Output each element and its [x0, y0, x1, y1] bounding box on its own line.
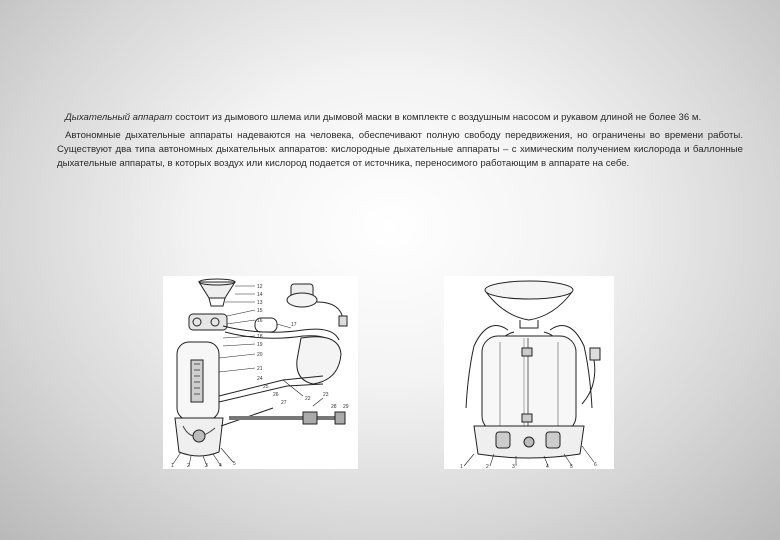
callout-label: 25 [263, 384, 269, 390]
callout-label: 17 [291, 322, 297, 328]
apparatus-front-view-svg [444, 276, 614, 469]
callout-label: 23 [323, 392, 329, 398]
callout-label: 18 [257, 334, 263, 340]
callout-label: 3 [512, 464, 515, 469]
callout-label: 27 [281, 400, 287, 406]
slide-text-block [57, 111, 743, 175]
callout-label: 20 [257, 352, 263, 358]
term-breathing-apparatus: Дыхательный аппарат [65, 112, 173, 123]
callout-label: 1 [460, 464, 463, 469]
callout-label: 4 [219, 463, 222, 469]
callout-label: 29 [343, 404, 349, 410]
apparatus-front-view-drawing [444, 276, 614, 469]
callout-label: 5 [570, 464, 573, 469]
callout-label: 6 [594, 462, 597, 468]
apparatus-side-view-svg [163, 276, 358, 469]
paragraph-autonomous-apparatus: Автономные дыхательные аппараты надеваются на человека, обеспечивают полную свободу передвижения, но ограничены во времени работы. Существуют два типа автономных дыхательных аппаратов: кислородные дыхательные аппараты – с химическим получением кислорода и баллонные дыхательные аппараты, в которых воздух или кислород подается от источника, переносимого работающим в аппарате на себе. [57, 130, 743, 169]
callout-label: 19 [257, 342, 263, 348]
apparatus-side-view-drawing [163, 276, 358, 469]
callout-label: 1 [171, 463, 174, 469]
callout-label: 14 [257, 292, 263, 298]
callout-label: 16 [257, 318, 263, 324]
callout-label: 4 [546, 464, 549, 469]
callout-label: 24 [257, 376, 263, 382]
callout-label: 5 [233, 461, 236, 467]
callout-label: 21 [257, 366, 263, 372]
callout-label: 13 [257, 300, 263, 306]
callout-label: 2 [187, 463, 190, 469]
callout-label: 28 [331, 404, 337, 410]
callout-label: 26 [273, 392, 279, 398]
paragraph-breathing-apparatus [57, 111, 743, 125]
callout-label: 22 [305, 396, 311, 402]
callout-label: 2 [486, 464, 489, 469]
callout-label: 15 [257, 308, 263, 314]
paragraph-1-text: состоит из дымового шлема или дымовой маски в комплекте с воздушным насосом и рукавом длиной не более 36 м. [172, 112, 702, 123]
callout-label: 12 [257, 284, 263, 290]
callout-label: 3 [205, 463, 208, 469]
